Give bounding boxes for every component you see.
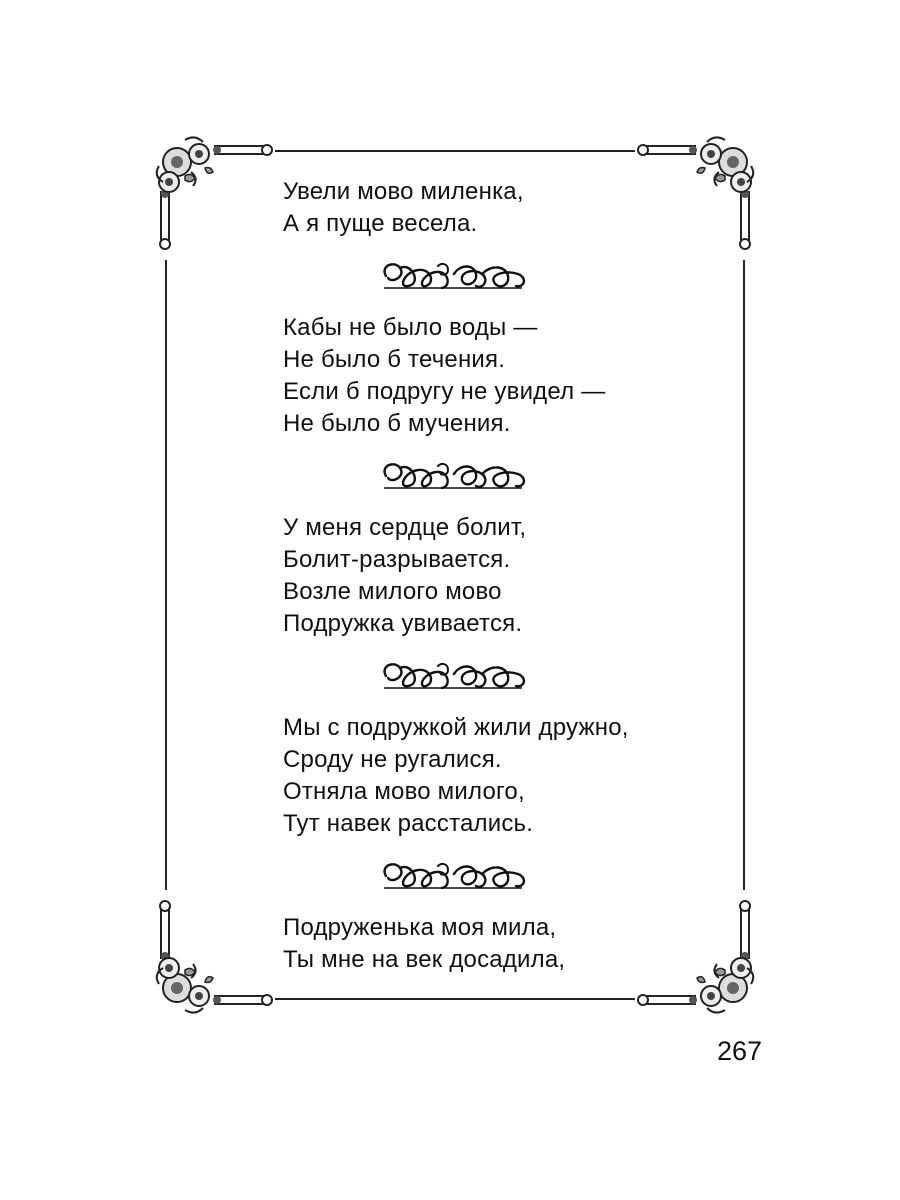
flourish-divider-icon [378,258,528,294]
floral-corner-ornament-icon [155,898,275,1018]
poem-line: Болит-разрывается. [283,546,511,573]
frame-right-line [743,260,745,890]
stanza-2 [283,312,703,440]
poem-line: Подружка увивается. [283,610,523,637]
poem-line: Увели мово миленка, [283,178,524,205]
poem-line: Не было б течения. [283,346,506,373]
poem-line: Ты мне на век досадила, [283,946,566,973]
poem-line: Не было б мучения. [283,410,511,437]
poem-line: Сроду не ругалися. [283,746,502,773]
floral-corner-ornament-icon [155,132,275,252]
flourish-divider-icon [378,858,528,894]
frame-bottom-line [275,998,635,1000]
poem-line: Отняла мово милого, [283,778,525,805]
stanza-1 [283,176,703,240]
poem-line: Подруженька моя мила, [283,914,557,941]
poem-line: Тут навек расстались. [283,810,534,837]
poem-line: Кабы не было воды — [283,314,538,341]
flourish-divider-icon [378,458,528,494]
poem-line: Мы с подружкой жили дружно, [283,714,629,741]
stanza-3 [283,512,703,640]
stanza-4 [283,712,703,840]
frame-left-line [165,260,167,890]
page-number: 267 [716,1036,762,1066]
poem-line: Если б подругу не увидел — [283,378,606,405]
stanza-5 [283,912,703,976]
poem-line: А я пуще весела. [283,210,478,237]
poem-line: У меня сердце болит, [283,514,527,541]
frame-top-line [275,150,635,152]
poem-line: Возле милого мово [283,578,502,605]
poem-text [283,176,703,976]
flourish-divider-icon [378,658,528,694]
